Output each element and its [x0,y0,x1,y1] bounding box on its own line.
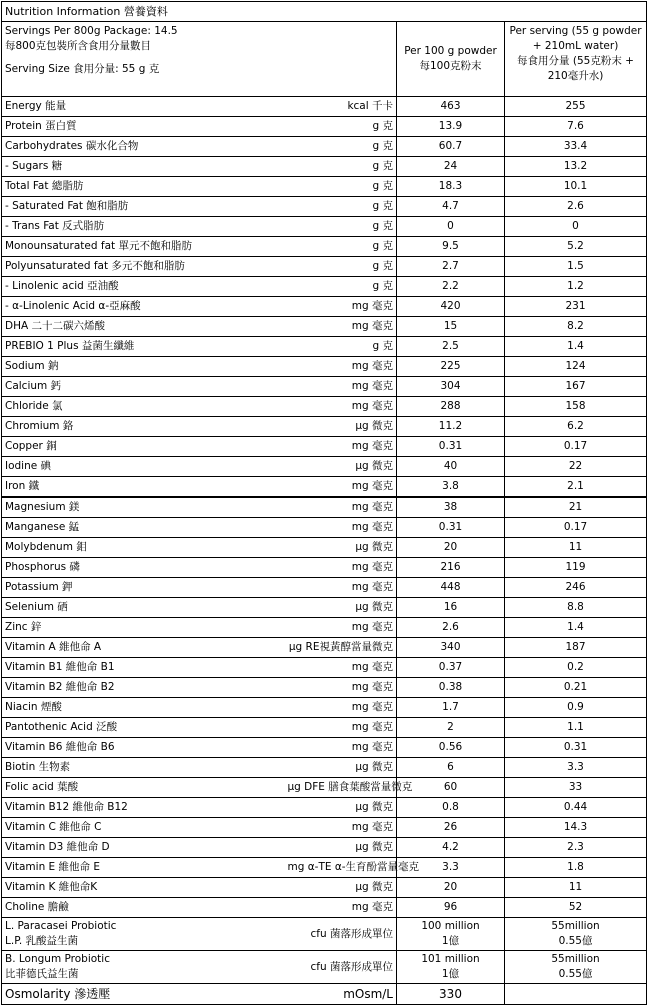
nutrient-name: Sodium 鈉 [2,357,285,377]
nutrient-row [2,177,647,197]
probiotic-unit: cfu 菌落形成單位 [285,951,397,984]
value-per-serving: 0 [505,217,647,237]
value-per-serving: 119 [505,558,647,578]
nutrient-unit: mg 毫克 [285,397,397,417]
nutrient-unit: μg RE視黃醇當量微克 [285,638,397,658]
nutrient-name: Vitamin B12 維他命 B12 [2,798,285,818]
osmolarity-row [2,984,647,1005]
nutrient-row [2,197,647,217]
nutrient-name: Potassium 鉀 [2,578,285,598]
nutrient-name: - α-Linolenic Acid α-亞麻酸 [2,297,285,317]
nutrient-name: Vitamin B2 維他命 B2 [2,678,285,698]
value-per-serving: 2.6 [505,197,647,217]
nutrient-row [2,538,647,558]
nutrient-name: Carbohydrates 碳水化合物 [2,137,285,157]
nutrition-table [1,1,647,1005]
nutrient-unit: mg 毫克 [285,357,397,377]
value-per-serving: 0.17 [505,437,647,457]
nutrient-unit: mg 毫克 [285,317,397,337]
nutrient-unit: mg 毫克 [285,437,397,457]
column-header-per-serving: Per serving (55 g powder + 210mL water) 每食用分量 (55克粉末 + 210毫升水) [505,22,647,97]
value-per-100g: 0.38 [397,678,505,698]
value-per-100g: 11.2 [397,417,505,437]
value-per-100g: 288 [397,397,505,417]
nutrient-name: Niacin 煙酸 [2,698,285,718]
nutrient-name: Calcium 鈣 [2,377,285,397]
nutrient-name: - Saturated Fat 飽和脂肪 [2,197,285,217]
nutrient-row [2,678,647,698]
nutrient-name: Folic acid 葉酸 [2,778,285,798]
nutrient-unit: μg 微克 [285,417,397,437]
nutrient-name: - Sugars 糖 [2,157,285,177]
value-per-100g: 4.2 [397,838,505,858]
nutrient-row [2,337,647,357]
probiotic-name: L. Paracasei Probiotic L.P. 乳酸益生菌 [2,918,285,951]
nutrient-row [2,778,647,798]
nutrient-row [2,738,647,758]
nutrient-unit: mg 毫克 [285,738,397,758]
nutrient-row [2,457,647,477]
nutrient-row [2,397,647,417]
nutrient-name: Pantothenic Acid 泛酸 [2,718,285,738]
value-per-100g: 216 [397,558,505,578]
value-per-serving: 6.2 [505,417,647,437]
value-per-serving: 52 [505,898,647,918]
nutrient-unit: g 克 [285,337,397,357]
nutrient-name: Iron 鐵 [2,477,285,498]
nutrient-row [2,97,647,117]
nutrient-unit: mg 毫克 [285,718,397,738]
value-per-serving: 8.8 [505,598,647,618]
value-per-serving: 11 [505,538,647,558]
value-per-serving: 187 [505,638,647,658]
nutrient-name: Manganese 錳 [2,518,285,538]
value-per-serving: 231 [505,297,647,317]
nutrient-row [2,758,647,778]
value-per-serving: 1.8 [505,858,647,878]
value-per-100g: 0.31 [397,437,505,457]
nutrient-unit: mg 毫克 [285,678,397,698]
nutrient-row [2,558,647,578]
nutrient-row [2,698,647,718]
nutrient-name: Total Fat 總脂肪 [2,177,285,197]
probiotic-row [2,951,647,984]
nutrient-row [2,477,647,498]
value-per-serving: 1.4 [505,337,647,357]
nutrient-unit: mg 毫克 [285,377,397,397]
nutrient-row [2,878,647,898]
nutrient-unit: μg 微克 [285,758,397,778]
value-per-serving: 246 [505,578,647,598]
nutrient-unit: kcal 千卡 [285,97,397,117]
nutrient-row [2,277,647,297]
nutrient-name: Vitamin B1 維他命 B1 [2,658,285,678]
nutrient-name: Chromium 鉻 [2,417,285,437]
nutrient-unit: g 克 [285,177,397,197]
value-per-serving: 124 [505,357,647,377]
osmolarity-unit: mOsm/L [285,984,397,1005]
value-per-serving: 7.6 [505,117,647,137]
nutrient-row [2,437,647,457]
value-per-100g: 0.56 [397,738,505,758]
nutrient-row [2,638,647,658]
nutrient-name: Choline 膽鹼 [2,898,285,918]
value-per-serving: 55million 0.55億 [505,951,647,984]
value-per-serving: 22 [505,457,647,477]
nutrient-name: Biotin 生物素 [2,758,285,778]
value-per-100g: 13.9 [397,117,505,137]
nutrient-unit: mg α-TE α-生育酚當量毫克 [285,858,397,878]
nutrient-name: Vitamin C 維他命 C [2,818,285,838]
value-per-serving: 13.2 [505,157,647,177]
value-per-100g: 4.7 [397,197,505,217]
table-title: Nutrition Information 營養資料 [2,2,647,22]
nutrient-row [2,257,647,277]
value-per-100g: 0.37 [397,658,505,678]
value-per-100g: 24 [397,157,505,177]
value-per-100g: 60 [397,778,505,798]
nutrient-row [2,578,647,598]
nutrient-name: Selenium 硒 [2,598,285,618]
value-per-serving: 3.3 [505,758,647,778]
nutrient-name: Vitamin D3 維他命 D [2,838,285,858]
value-per-100g: 448 [397,578,505,598]
value-per-100g: 26 [397,818,505,838]
nutrient-name: Polyunsaturated fat 多元不飽和脂肪 [2,257,285,277]
value-per-100g: 20 [397,538,505,558]
value-per-100g: 225 [397,357,505,377]
header-row [2,22,647,97]
nutrient-unit: mg 毫克 [285,698,397,718]
nutrient-unit: mg 毫克 [285,497,397,518]
serving-size: Serving Size 食用分量: 55 g 克 [5,63,160,75]
value-per-100g: 0.8 [397,798,505,818]
nutrient-name: Monounsaturated fat 單元不飽和脂肪 [2,237,285,257]
nutrient-row [2,798,647,818]
nutrient-unit: μg 微克 [285,538,397,558]
value-per-100g: 16 [397,598,505,618]
column-header-per-100g: Per 100 g powder 每100克粉末 [397,22,505,97]
value-per-100g: 20 [397,878,505,898]
nutrient-unit: μg 微克 [285,598,397,618]
nutrient-name: Vitamin B6 維他命 B6 [2,738,285,758]
value-per-serving: 8.2 [505,317,647,337]
nutrient-row [2,297,647,317]
value-per-100g: 100 million 1億 [397,918,505,951]
title-row [2,2,647,22]
nutrient-unit: g 克 [285,137,397,157]
nutrient-name: - Linolenic acid 亞油酸 [2,277,285,297]
nutrient-unit: g 克 [285,197,397,217]
value-per-serving: 0.44 [505,798,647,818]
value-per-serving: 33 [505,778,647,798]
value-per-100g: 3.8 [397,477,505,498]
servings-per-package: Servings Per 800g Package: 14.5 [5,25,178,37]
value-per-100g: 2.5 [397,337,505,357]
nutrient-row [2,137,647,157]
nutrient-unit: mg 毫克 [285,558,397,578]
nutrient-name: - Trans Fat 反式脂肪 [2,217,285,237]
nutrient-name: PREBIO 1 Plus 益菌生纖維 [2,337,285,357]
nutrient-unit: mg 毫克 [285,658,397,678]
nutrient-unit: g 克 [285,117,397,137]
value-per-100g: 2 [397,718,505,738]
nutrient-name: Vitamin K 維他命K [2,878,285,898]
value-per-serving: 10.1 [505,177,647,197]
value-per-100g: 40 [397,457,505,477]
value-per-100g: 15 [397,317,505,337]
servings-info [2,22,397,97]
nutrient-row [2,898,647,918]
value-per-100g: 9.5 [397,237,505,257]
nutrient-row [2,497,647,518]
nutrient-name: Iodine 碘 [2,457,285,477]
value-per-serving: 0.9 [505,698,647,718]
value-per-100g: 1.7 [397,698,505,718]
value-per-100g: 304 [397,377,505,397]
value-per-100g: 3.3 [397,858,505,878]
nutrient-unit: g 克 [285,217,397,237]
value-per-100g: 0.31 [397,518,505,538]
nutrient-name: Protein 蛋白質 [2,117,285,137]
nutrient-row [2,157,647,177]
nutrient-unit: mg 毫克 [285,578,397,598]
value-per-serving: 0.31 [505,738,647,758]
value-per-100g: 101 million 1億 [397,951,505,984]
servings-per-package-zh: 每800克包裝所含食用分量數目 [5,40,152,52]
nutrient-unit: mg 毫克 [285,518,397,538]
probiotic-name: B. Longum Probiotic 比菲德氏益生菌 [2,951,285,984]
nutrient-row [2,518,647,538]
value-per-serving: 1.2 [505,277,647,297]
nutrient-row [2,217,647,237]
value-per-serving: 21 [505,497,647,518]
value-per-100g: 96 [397,898,505,918]
nutrient-unit: mg 毫克 [285,297,397,317]
value-per-100g: 38 [397,497,505,518]
value-per-100g: 60.7 [397,137,505,157]
nutrient-row [2,618,647,638]
value-per-serving: 55million 0.55億 [505,918,647,951]
nutrient-name: Vitamin E 維他命 E [2,858,285,878]
probiotic-row [2,918,647,951]
value-per-100g: 18.3 [397,177,505,197]
nutrient-unit: μg 微克 [285,838,397,858]
nutrient-unit: g 克 [285,157,397,177]
nutrient-name: Zinc 鋅 [2,618,285,638]
nutrient-unit: mg 毫克 [285,477,397,498]
nutrient-row [2,317,647,337]
nutrient-name: Phosphorus 磷 [2,558,285,578]
value-per-100g: 420 [397,297,505,317]
value-per-100g: 2.6 [397,618,505,638]
value-per-serving: 0.17 [505,518,647,538]
nutrient-unit: g 克 [285,277,397,297]
value-per-serving: 158 [505,397,647,417]
value-per-serving: 1.5 [505,257,647,277]
nutrient-unit: g 克 [285,257,397,277]
nutrient-unit: μg 微克 [285,457,397,477]
nutrient-row [2,858,647,878]
value-per-serving: 2.3 [505,838,647,858]
value-per-serving: 2.1 [505,477,647,498]
nutrient-name: Vitamin A 維他命 A [2,638,285,658]
value-per-100g: 330 [397,984,505,1005]
nutrient-unit: μg 微克 [285,798,397,818]
probiotic-unit: cfu 菌落形成單位 [285,918,397,951]
nutrient-row [2,718,647,738]
value-per-100g: 340 [397,638,505,658]
nutrient-name: DHA 二十二碳六烯酸 [2,317,285,337]
nutrient-unit: mg 毫克 [285,898,397,918]
value-per-serving: 0.21 [505,678,647,698]
nutrient-unit: g 克 [285,237,397,257]
nutrient-row [2,598,647,618]
nutrient-row [2,417,647,437]
value-per-serving [505,984,647,1005]
nutrient-row [2,377,647,397]
value-per-serving: 11 [505,878,647,898]
value-per-serving: 5.2 [505,237,647,257]
value-per-100g: 6 [397,758,505,778]
value-per-serving: 1.4 [505,618,647,638]
nutrient-unit: mg 毫克 [285,618,397,638]
osmolarity-name: Osmolarity 滲透壓 [2,984,285,1005]
nutrient-row [2,658,647,678]
nutrient-row [2,237,647,257]
value-per-100g: 463 [397,97,505,117]
nutrient-row [2,357,647,377]
value-per-100g: 2.7 [397,257,505,277]
value-per-serving: 0.2 [505,658,647,678]
value-per-100g: 0 [397,217,505,237]
nutrient-name: Energy 能量 [2,97,285,117]
value-per-serving: 33.4 [505,137,647,157]
nutrient-unit: mg 毫克 [285,818,397,838]
value-per-serving: 1.1 [505,718,647,738]
nutrient-row [2,818,647,838]
nutrient-unit: μg 微克 [285,878,397,898]
nutrient-name: Chloride 氯 [2,397,285,417]
value-per-serving: 255 [505,97,647,117]
nutrient-unit: μg DFE 膳食葉酸當量微克 [285,778,397,798]
value-per-serving: 14.3 [505,818,647,838]
value-per-100g: 2.2 [397,277,505,297]
nutrient-name: Copper 銅 [2,437,285,457]
nutrient-name: Molybdenum 鉬 [2,538,285,558]
nutrient-name: Magnesium 鎂 [2,497,285,518]
nutrient-row [2,838,647,858]
value-per-serving: 167 [505,377,647,397]
nutrient-row [2,117,647,137]
